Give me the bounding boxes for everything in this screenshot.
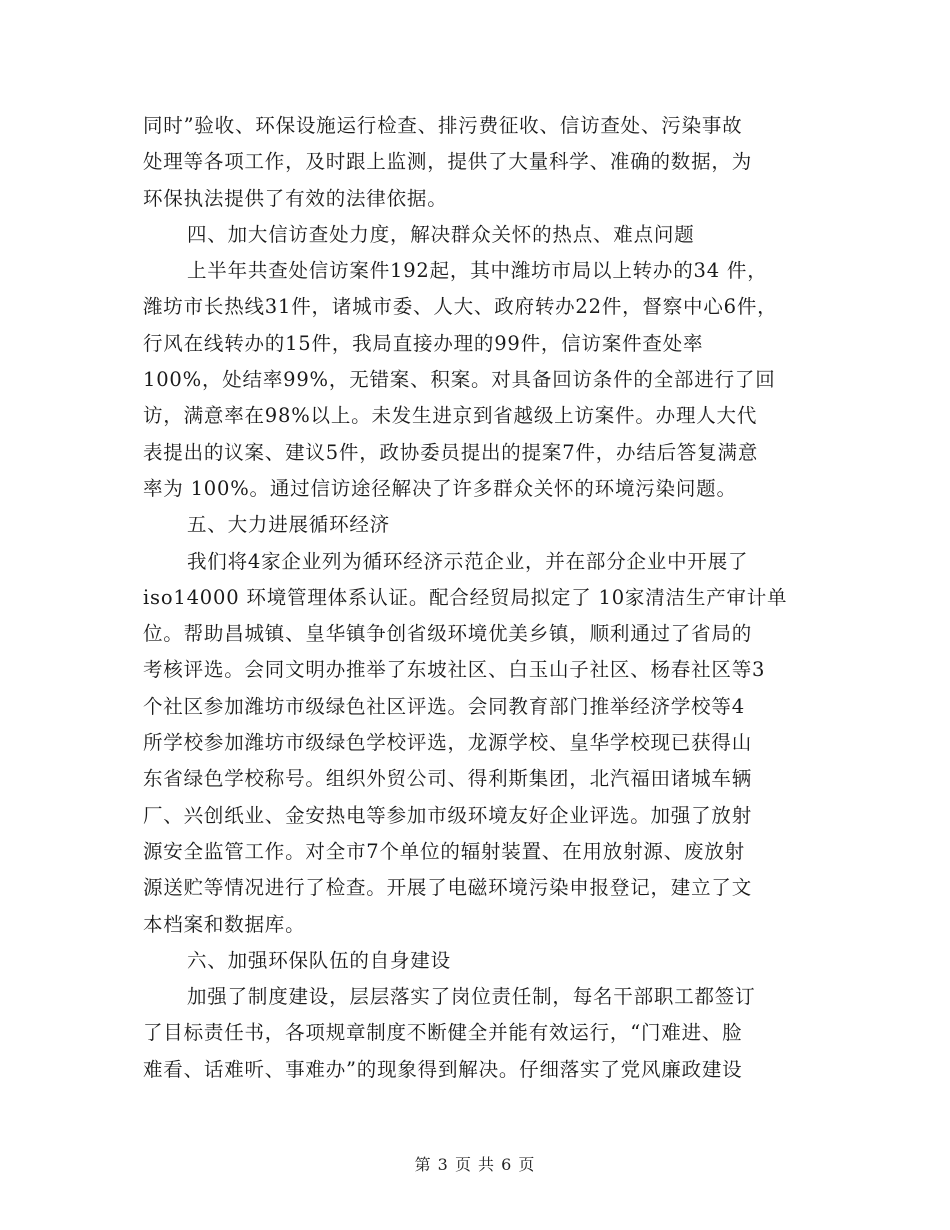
text-line-5: 上半年共查处信访案件192起，其中潍坊市局以上转办的34 件， [187, 259, 768, 283]
text-line-1: 同时”验收、环保设施运行检查、排污费征收、信访查处、污染事故 [143, 114, 743, 137]
text-line-18: 所学校参加潍坊市级绿色学校评选，龙源学校、皇华学校现已获得山 [143, 731, 753, 755]
text-line-9: 访，满意率在98%以上。未发生进京到省越级上访案件。办理人大代 [143, 404, 758, 428]
text-line-13: 我们将4家企业列为循环经济示范企业，并在部分企业中开展了 [187, 549, 749, 573]
text-line-20: 厂、兴创纸业、金安热电等参加市级环境友好企业评选。加强了放射 [143, 803, 753, 827]
text-line-10: 表提出的议案、建议5件，政协委员提出的提案7件，办结后答复满意 [143, 440, 759, 464]
text-line-27: 难看、话难听、事难办”的现象得到解决。仔细落实了党风廉政建设 [143, 1057, 743, 1081]
text-line-26: 了目标责任书，各项规章制度不断健全并能有效运行，“门难进、脸 [143, 1021, 743, 1045]
text-line-19: 东省绿色学校称号。组织外贸公司、得利斯集团，北汽福田诸城车辆 [143, 767, 753, 791]
section-heading-6: 六、加强环保队伍的自身建设 [187, 948, 451, 972]
text-line-7: 行风在线转办的15件，我局直接办理的99件，信访案件查处率 [143, 331, 704, 355]
text-line-23: 本档案和数据库。 [143, 912, 306, 936]
text-line-8: 100%，处结率99%，无错案、积案。对具备回访条件的全部进行了回 [143, 368, 776, 392]
section-heading-5: 五、大力进展循环经济 [187, 513, 391, 537]
text-line-15: 位。帮助昌城镇、皇华镇争创省级环境优美乡镇，顺利通过了省局的 [143, 622, 753, 646]
section-heading-4: 四、加大信访查处力度，解决群众关怀的热点、难点问题 [187, 222, 695, 246]
text-line-17: 个社区参加潍坊市级绿色社区评选。会同教育部门推举经济学校等4 [143, 694, 745, 718]
text-line-11: 率为 100%。通过信访途径解决了许多群众关怀的环境污染问题。 [143, 476, 737, 500]
page-number-footer: 第 3 页 共 6 页 [414, 1155, 536, 1174]
text-line-25: 加强了制度建设，层层落实了岗位责任制，每名干部职工都签订 [187, 985, 756, 1009]
text-line-14: iso14000 环境管理体系认证。配合经贸局拟定了 10家清洁生产审计单 [143, 585, 788, 609]
document-body [143, 108, 823, 1088]
text-line-21: 源安全监管工作。对全市7个单位的辐射装置、在用放射源、废放射 [143, 839, 745, 863]
text-line-22: 源送贮等情况进行了检查。开展了电磁环境污染申报登记，建立了文 [143, 876, 753, 900]
text-line-6: 潍坊市长热线31件，诸城市委、人大、政府转办22件，督察中心6件， [143, 295, 778, 319]
text-line-16: 考核评选。会同文明办推举了东坡社区、白玉山子社区、杨春社区等3 [143, 658, 766, 682]
text-line-3: 环保执法提供了有效的法律依据。 [143, 186, 448, 210]
text-line-2: 处理等各项工作，及时跟上监测，提供了大量科学、准确的数据，为 [143, 150, 753, 174]
